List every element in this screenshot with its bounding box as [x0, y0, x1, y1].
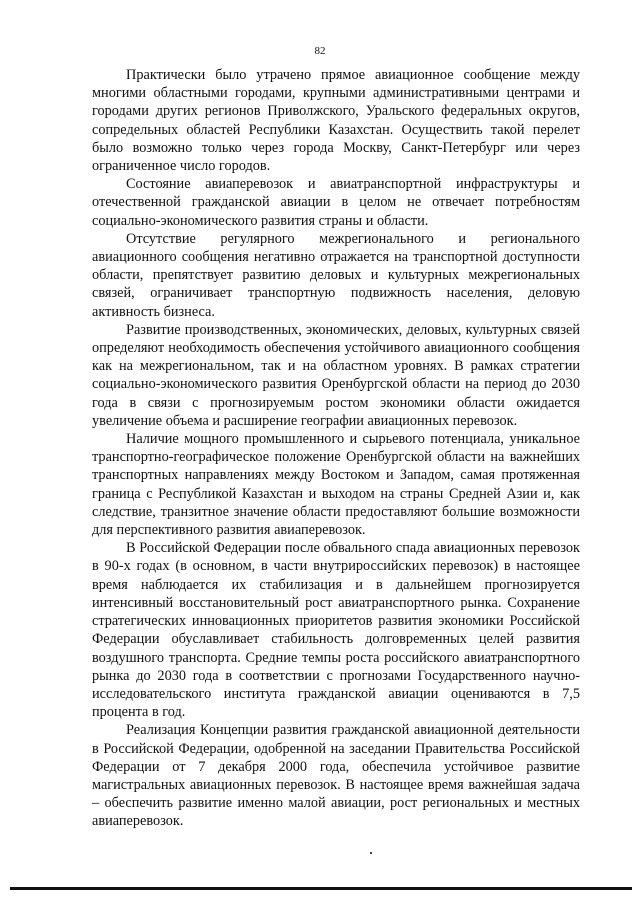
paragraph: Практически было утрачено прямое авиационное сообщение между многими областными городами, крупными административными центрами и городами других регионов Приволжского, Уральского федеральных округов, сопредельных областей Республики Казахстан. Осуществить такой перелет было возможно только через города Москву, Санкт-Петербург или через ограниченное число городов.: [92, 67, 580, 175]
paragraph: Развитие производственных, экономических, деловых, культурных связей определяют необходимость обеспечения устойчивого авиационного сообщения как на межрегиональном, так и на областном уровнях. В рамках стратегии социально-экономического развития Оренбургской области на период до 2030 года в связи с прогнозируемым ростом экономики области ожидается увеличение объема и расширение географии авиационных перевозок.: [92, 321, 580, 429]
body-text: [92, 66, 580, 831]
paragraph: Отсутствие регулярного межрегионального и регионального авиационного сообщения негативно отражается на транспортной доступности области, препятствует развитию деловых и культурных межрегиональных связей, ограничивает транспортную подвижность населения, деловую активность бизнеса.: [92, 230, 580, 320]
scan-speck: [370, 852, 372, 854]
paragraph: Состояние авиаперевозок и авиатранспортной инфраструктуры и отечественной гражданской авиации в целом не отвечает потребностям социально-экономического развития страны и области.: [92, 176, 580, 229]
page-number: 82: [314, 45, 326, 57]
bottom-rule: [10, 887, 632, 890]
paragraph: Реализация Концепции развития гражданской авиационной деятельности в Российской Федерации, одобренной на заседании Правительства Российской Федерации от 7 декабря 2000 года, обеспечила устойчивое развитие магистральных авиационных перевозок. В настоящее время важнейшая задача – обеспечить развитие именно малой авиации, рост региональных и местных авиаперевозок.: [92, 722, 580, 830]
paragraph: Наличие мощного промышленного и сырьевого потенциала, уникальное транспортно-географическое положение Оренбургской области на важнейших транспортных направлениях между Востоком и Западом, самая протяженная граница с Республикой Казахстан и выходом на страны Средней Азии и, как следствие, транзитное значение области предоставляют большие возможности для перспективного развития авиаперевозок.: [92, 431, 580, 539]
paragraph: В Российской Федерации после обвального спада авиационных перевозок в 90-х годах (в основном, в части внутрироссийских перевозок) в настоящее время наблюдается их стабилизация и в дальнейшем прогнозируется интенсивный восстановительный рост авиатранспортного рынка. Сохранение стратегических инновационных приоритетов развития экономики Российской Федерации обуславливает стабильность долговременных целей развития воздушного транспорта. Средние темпы роста российского авиатранспортного рынка до 2030 года в соответствии с прогнозами Государственного научно-исследовательского института гражданской авиации оцениваются в 7,5 процента в год.: [92, 540, 580, 721]
